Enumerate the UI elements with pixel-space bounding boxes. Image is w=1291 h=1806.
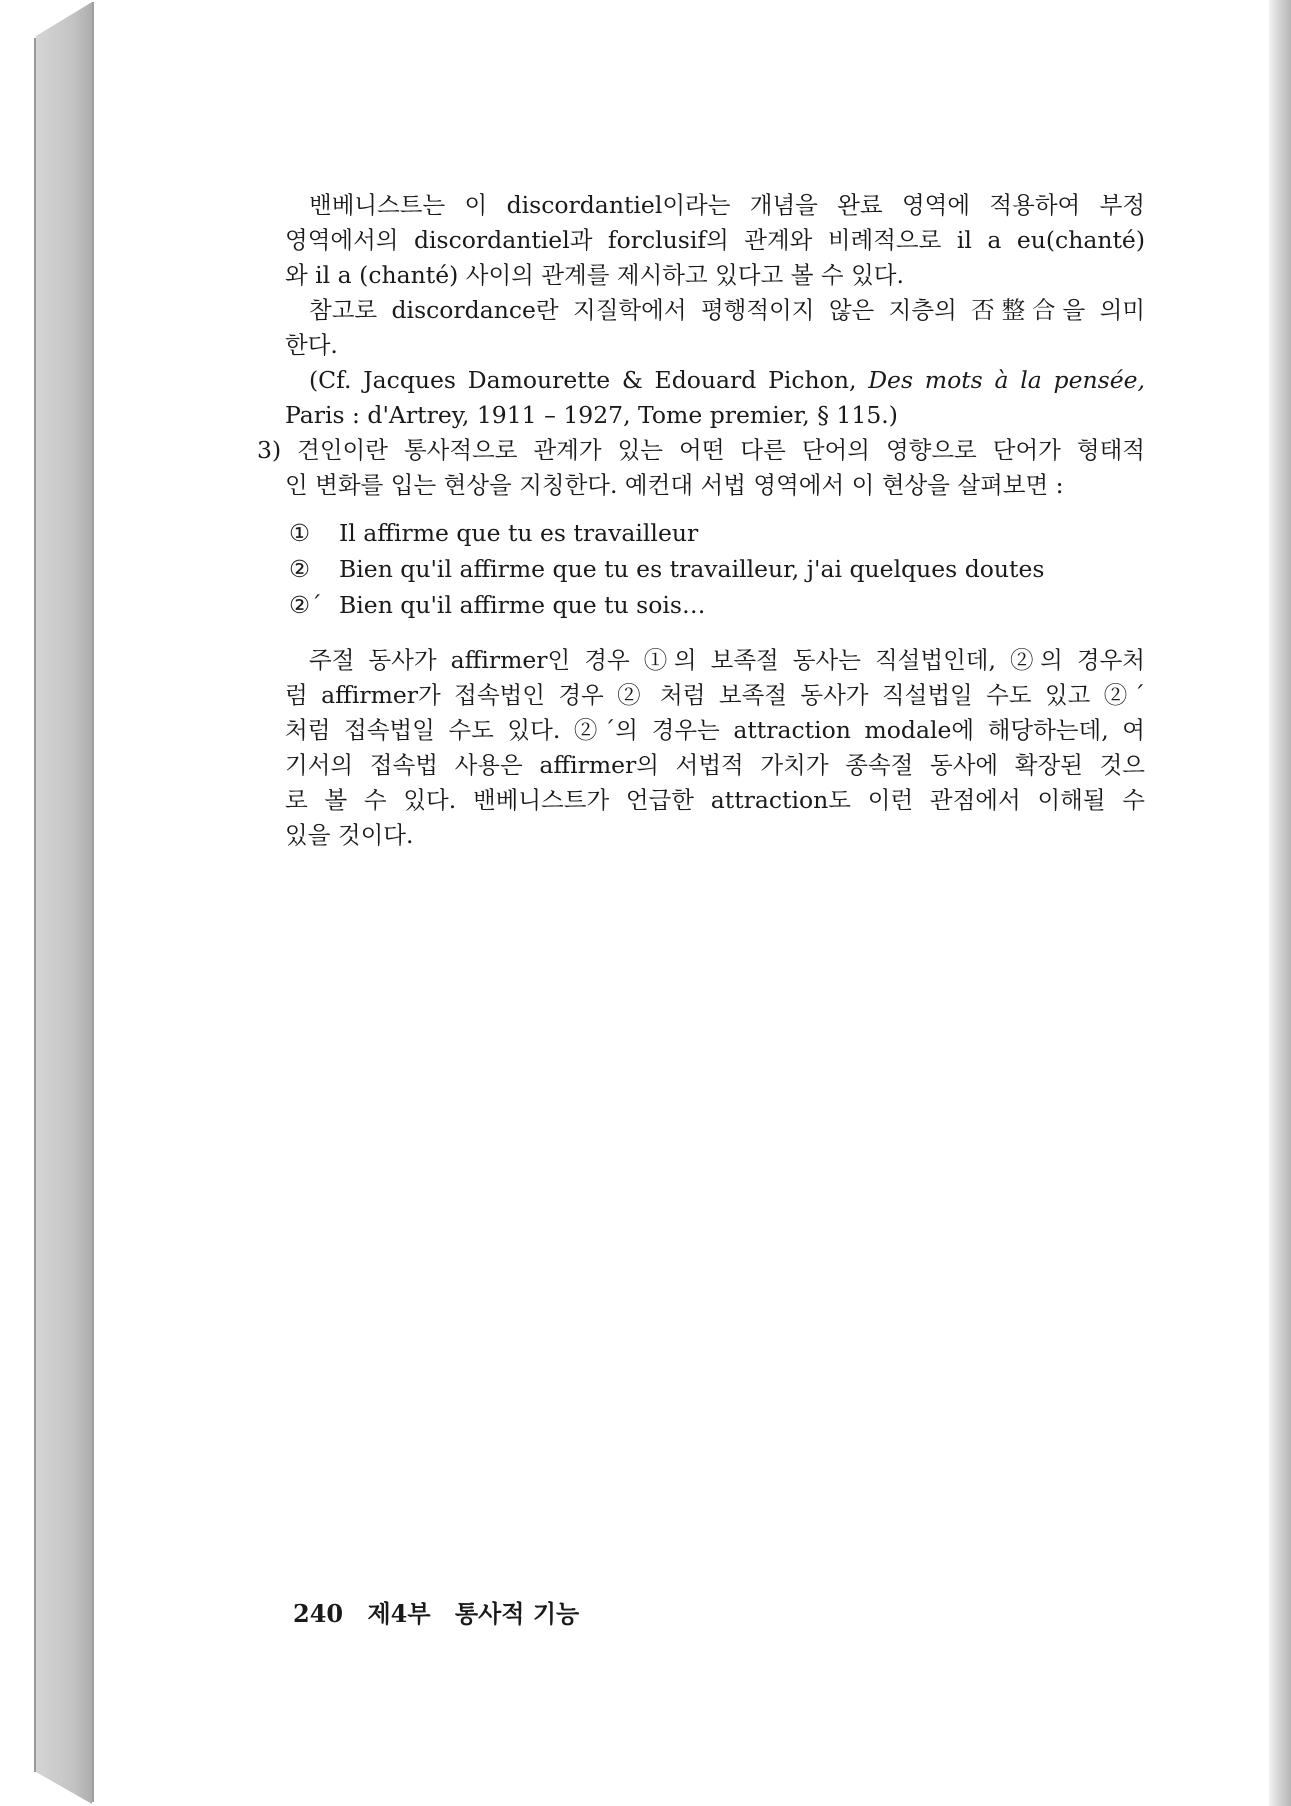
running-footer: [293, 1594, 595, 1629]
text-line: 3) 견인이란 통사적으로 관계가 있는 어떤 다른 단어의 영향으로 단어가 형태적: [257, 436, 1145, 464]
text-line: 한다.: [285, 331, 338, 359]
text-line: 로 볼 수 있다. 밴베니스트가 언급한 attraction도 이런 관점에서 이해될 수: [285, 786, 1145, 814]
page-right-edge: [1269, 0, 1291, 1806]
citation-authors: (Cf. Jacques Damourette & Edouard Pichon,: [309, 366, 857, 394]
example-marker: ①: [289, 519, 311, 547]
example-text: Bien qu'il affirme que tu sois…: [339, 591, 706, 619]
example-text: Il affirme que tu es travailleur: [339, 519, 699, 547]
text-line: 밴베니스트는 이 discordantiel이라는 개념을 완료 영역에 적용하여 부정: [309, 191, 1145, 219]
citation-line: Paris : d'Artrey, 1911 – 1927, Tome premier, § 115.): [285, 401, 898, 429]
example-text: Bien qu'il affirme que tu es travailleur, j'ai quelques doutes: [339, 555, 1045, 583]
text-line: 인 변화를 입는 현상을 지칭한다. 예컨대 서법 영역에서 이 현상을 살펴보면 :: [285, 471, 1064, 499]
text-line: 와 il a (chanté) 사이의 관계를 제시하고 있다고 볼 수 있다.: [285, 261, 904, 289]
chapter-title: 통사적 기능: [454, 1599, 580, 1628]
citation-title: Des mots à la pensée,: [868, 366, 1145, 394]
text-line: 기서의 접속법 사용은 affirmer의 서법적 가치가 종속절 동사에 확장된 것으: [285, 751, 1145, 779]
paragraph-2: [285, 293, 1145, 363]
citation: [285, 363, 1145, 433]
example-list: [285, 515, 1145, 623]
page-number: 240: [293, 1599, 344, 1628]
part-label: 제4부: [367, 1599, 431, 1628]
paragraph-4: [285, 643, 1145, 853]
text-line: 주절 동사가 affirmer인 경우 ①의 보족절 동사는 직설법인데, ②의 경우처: [309, 646, 1145, 674]
citation-line: [285, 363, 1145, 398]
example-marker: ②´: [289, 591, 322, 619]
book-spine-edge: [0, 0, 96, 1806]
example-item: [285, 551, 1145, 587]
spine-shadow-line: [34, 38, 36, 1772]
example-marker: ②: [289, 555, 311, 583]
text-line: 있을 것이다.: [285, 821, 414, 849]
text-line: 럼 affirmer가 접속법인 경우 ② 처럼 보족절 동사가 직설법일 수도 있고 ②´: [285, 681, 1145, 709]
page-body: [257, 188, 1145, 853]
footnote-3: [257, 433, 1145, 503]
text-line: 처럼 접속법일 수도 있다. ②´의 경우는 attraction modale에 해당하는데, 여: [285, 716, 1145, 744]
text-line: 참고로 discordance란 지질학에서 평행적이지 않은 지층의 否整合을 의미: [309, 296, 1145, 324]
example-item: [285, 515, 1145, 551]
paragraph-1: [285, 188, 1145, 293]
text-line: 영역에서의 discordantiel과 forclusif의 관계와 비례적으로 il a eu(chanté): [285, 226, 1145, 254]
example-item: [285, 587, 1145, 623]
